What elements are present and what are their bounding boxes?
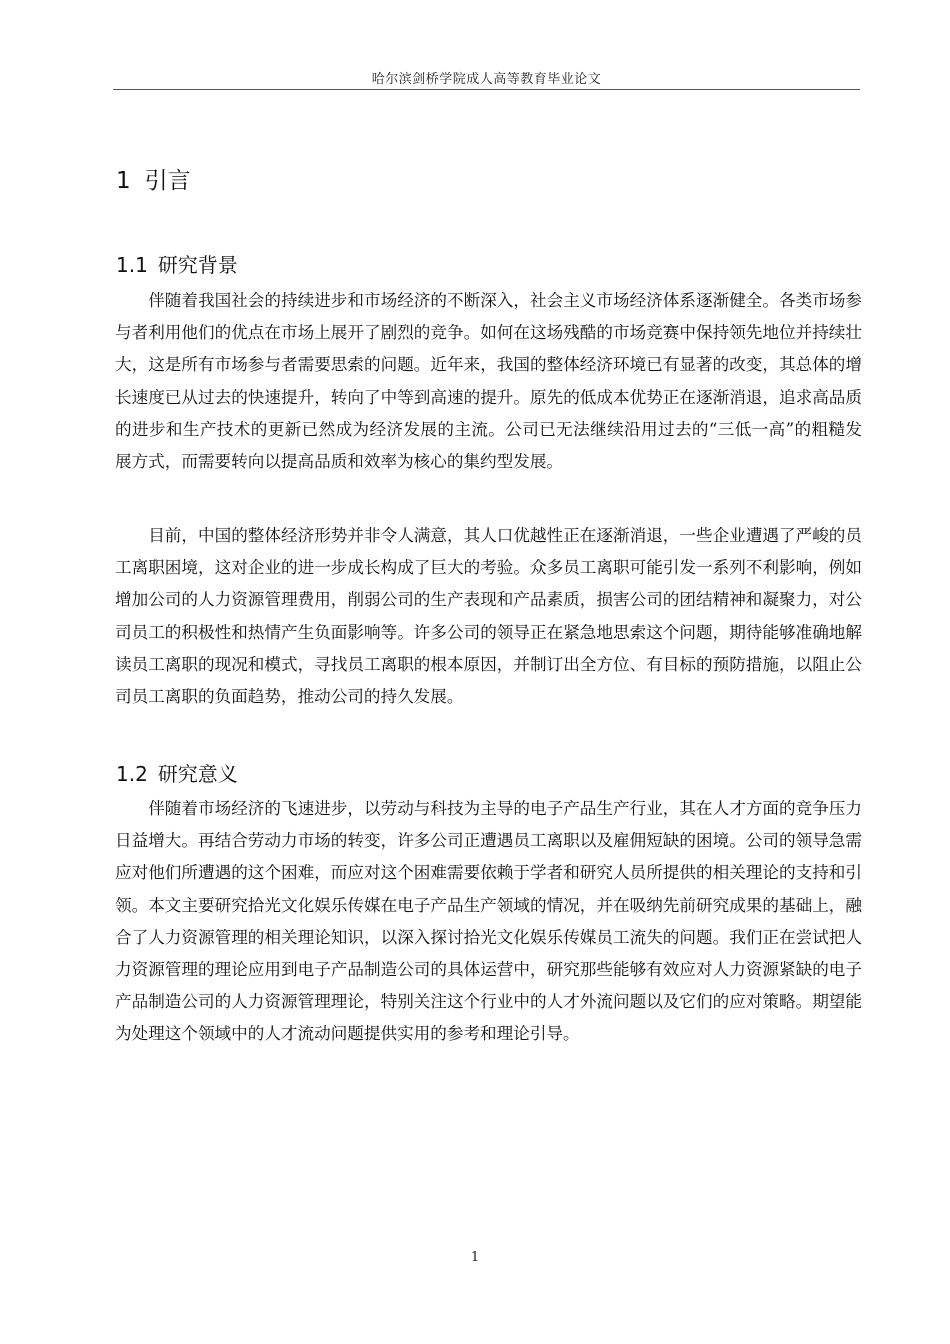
chapter-number: 1 [116, 168, 131, 194]
paragraph: 伴随着我国社会的持续进步和市场经济的不断深入，社会主义市场经济体系逐渐健全。各类市场参与者利用他们的优点在市场上展开了剧烈的竞争。如何在这场残酷的市场竞赛中保持领先地位并持续壮大，这是所有市场参与者需要思索的问题。近年来，我国的整体经济环境已有显著的改变，其总体的增长速度已从过去的快速提升，转向了中等到高速的提升。原先的低成本优势正在逐渐消退，追求高品质的进步和生产技术的更新已然成为经济发展的主流。公司已无法继续沿用过去的“三低一高”的粗糙发展方式，而需要转向以提高品质和效率为核心的集约型发展。 [115, 291, 862, 472]
page-number: 1 [470, 1250, 480, 1265]
chapter-title [116, 162, 191, 195]
paragraph: 伴随着市场经济的飞速进步，以劳动与科技为主导的电子产品生产行业，其在人才方面的竞争压力日益增大。再结合劳动力市场的转变，许多公司正遭遇员工离职以及雇佣短缺的困境。公司的领导急需应对他们所遭遇的这个困难，而应对这个困难需要依赖于学者和研究人员所提供的相关理论的支持和引领。本文主要研究拾光文化娱乐传媒在电子产品生产领域的情况，并在吸纳先前研究成果的基础上，融合了人力资源管理的相关理论知识，以深入探讨拾光文化娱乐传媒员工流失的问题。我们正在尝试把人力资源管理的理论应用到电子产品制造公司的具体运营中，研究那些能够有效应对人力资源紧缺的电子产品制造公司的人力资源管理理论，特别关注这个行业中的人才外流问题以及它们的应对策略。期望能为处理这个领域中的人才流动问题提供实用的参考和理论引导。 [115, 799, 862, 1044]
paragraph: 目前，中国的整体经济形势并非令人满意，其人口优越性正在逐渐消退，一些企业遭遇了严峻的员工离职困境，这对企业的进一步成长构成了巨大的考验。众多员工离职可能引发一系列不利影响，例如增加公司的人力资源管理费用，削弱公司的生产表现和产品素质，损害公司的团结精神和凝聚力，对公司员工的积极性和热情产生负面影响等。许多公司的领导正在紧急地思索这个问题，期待能够准确地解读员工离职的现况和模式，寻找员工离职的根本原因，并制订出全方位、有目标的预防措施，以阻止公司员工离职的负面趋势，推动公司的持久发展。 [115, 526, 862, 707]
section-number: 1.1 [116, 253, 148, 277]
section-heading-research-background [116, 249, 238, 278]
section-title-text: 研究意义 [157, 762, 238, 786]
page-header: 哈尔滨剑桥学院成人高等教育毕业论文 [371, 72, 602, 87]
section-heading-research-significance [116, 758, 238, 787]
section-number: 1.2 [116, 762, 148, 786]
section-title-text: 研究背景 [157, 253, 238, 277]
header-divider [113, 89, 860, 90]
chapter-title-text: 引言 [144, 168, 191, 194]
